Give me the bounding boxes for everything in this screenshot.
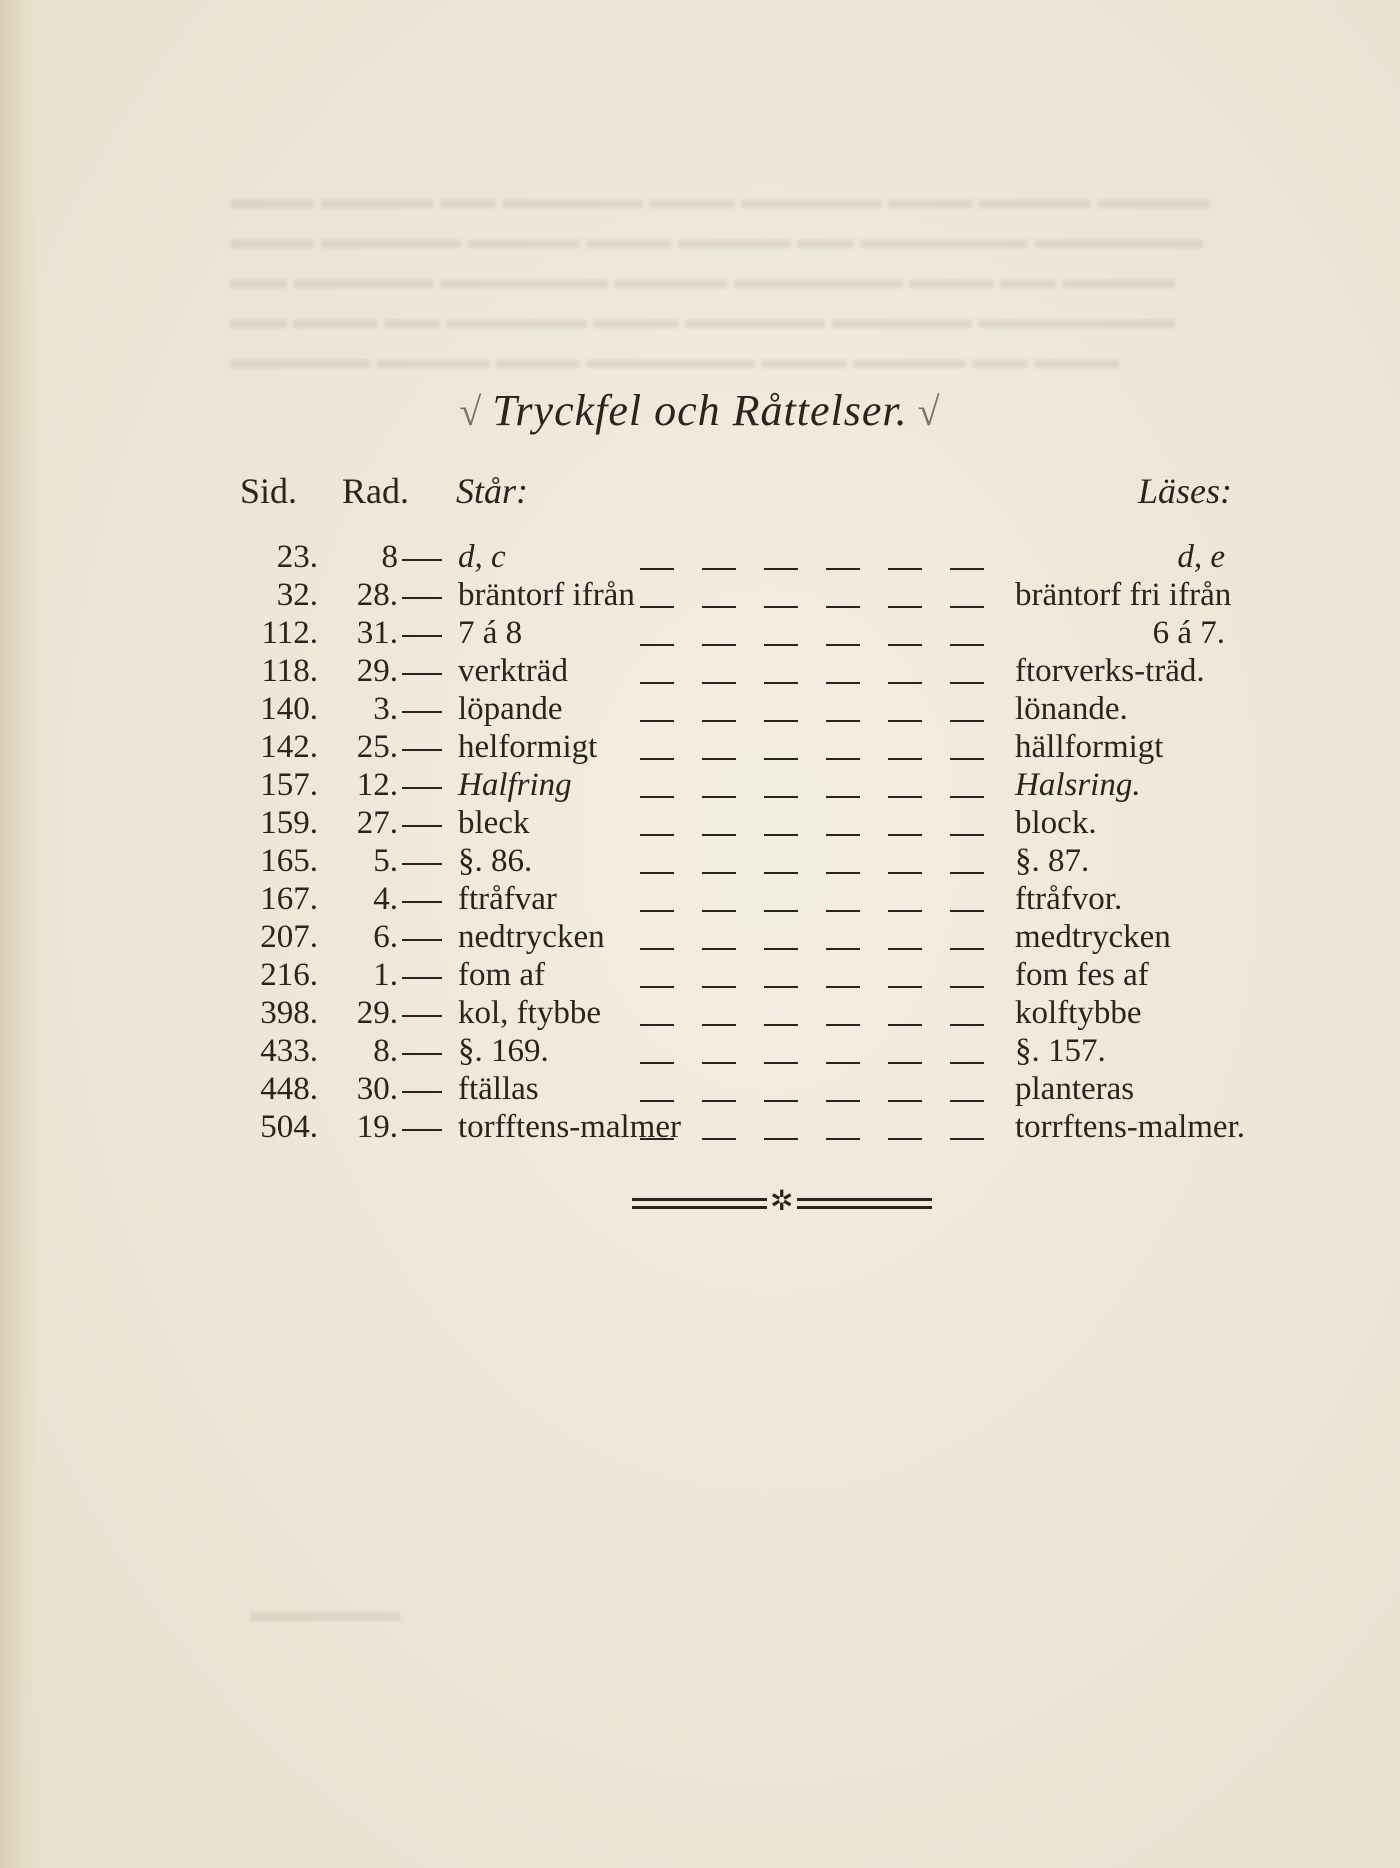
errata-line-number: 6. — [373, 919, 398, 955]
errata-correction-text: §. 157. — [1015, 1033, 1106, 1069]
errata-page-number: 112. — [261, 615, 318, 651]
errata-original-text: löpande — [458, 691, 563, 727]
errata-separator-dash — [402, 538, 442, 576]
errata-leader-dashes — [640, 994, 985, 1032]
errata-page-number: 32. — [276, 577, 318, 613]
errata-leader-dashes — [640, 614, 985, 652]
page-title — [0, 385, 1400, 436]
errata-page-number: 504. — [260, 1109, 318, 1145]
errata-row — [0, 1070, 1400, 1108]
ornament-divider — [632, 1186, 932, 1220]
errata-correction-text: hällformigt — [1015, 729, 1164, 765]
errata-original-text: kol, ftybbe — [458, 995, 601, 1031]
errata-separator-dash — [402, 994, 442, 1032]
errata-line-number: 8 — [381, 539, 398, 575]
errata-row — [0, 690, 1400, 728]
errata-row — [0, 766, 1400, 804]
errata-separator-dash — [402, 842, 442, 880]
errata-correction-text: d, e — [1177, 539, 1225, 575]
errata-correction-text: Halsring. — [1015, 767, 1141, 803]
errata-page-number: 216. — [260, 957, 318, 993]
bleed-through-text: ▬▬▬ ▬▬▬▬ ▬▬ ▬▬▬▬▬ ▬▬▬ ▬▬▬▬▬ ▬▬▬ ▬▬▬▬ ▬▬▬▬ ▬▬▬ ▬▬▬▬▬ ▬▬▬▬ ▬▬▬ ▬▬▬▬ ▬▬ ▬▬▬▬▬▬ ▬▬▬▬▬▬ ▬▬ ▬▬▬▬▬ ▬▬▬▬▬▬ ▬▬▬▬ ▬▬▬▬▬▬ ▬▬▬ ▬▬ ▬▬▬▬ ▬▬ ▬▬▬ ▬▬ ▬▬▬▬▬ ▬▬▬ ▬▬▬▬▬ ▬▬▬▬▬ ▬▬▬▬▬▬▬ ▬▬▬▬▬ ▬▬▬▬ ▬▬▬ ▬▬▬▬▬▬ ▬▬▬ ▬▬▬▬ ▬▬ ▬▬▬ — [230, 184, 1210, 375]
errata-leader-dashes — [640, 652, 985, 690]
errata-row — [0, 956, 1400, 994]
errata-page-number: 165. — [260, 843, 318, 879]
errata-separator-dash — [402, 1032, 442, 1070]
errata-original-text: §. 169. — [458, 1033, 549, 1069]
errata-separator-dash — [402, 690, 442, 728]
errata-separator-dash — [402, 918, 442, 956]
errata-separator-dash — [402, 652, 442, 690]
errata-page-number: 23. — [276, 539, 318, 575]
header-sid: Sid. — [240, 471, 298, 511]
errata-separator-dash — [402, 1070, 442, 1108]
errata-leader-dashes — [640, 766, 985, 804]
errata-line-number: 29. — [356, 653, 398, 689]
errata-line-number: 5. — [373, 843, 398, 879]
errata-page-number: 398. — [260, 995, 318, 1031]
errata-row — [0, 1108, 1400, 1146]
errata-row — [0, 652, 1400, 690]
errata-original-text: fom af — [458, 957, 546, 993]
errata-page-number: 142. — [260, 729, 318, 765]
errata-leader-dashes — [640, 728, 985, 766]
errata-separator-dash — [402, 880, 442, 918]
errata-page-number: 157. — [260, 767, 318, 803]
errata-separator-dash — [402, 1108, 442, 1146]
errata-line-number: 19. — [356, 1109, 398, 1145]
errata-correction-text: lönande. — [1015, 691, 1128, 727]
errata-line-number: 25. — [356, 729, 398, 765]
errata-page-number: 448. — [260, 1071, 318, 1107]
errata-line-number: 31. — [356, 615, 398, 651]
errata-row — [0, 576, 1400, 614]
errata-correction-text: planteras — [1015, 1071, 1135, 1107]
errata-original-text: §. 86. — [458, 843, 533, 879]
errata-row — [0, 538, 1400, 576]
header-lases: Läses: — [1138, 471, 1233, 511]
errata-correction-text: ftorverks-träd. — [1015, 653, 1205, 689]
errata-page-number: 140. — [260, 691, 318, 727]
errata-leader-dashes — [640, 918, 985, 956]
header-star: Står: — [456, 471, 528, 511]
header-rad: Rad. — [342, 471, 409, 511]
errata-row — [0, 728, 1400, 766]
errata-correction-text: ftråfvor. — [1015, 881, 1123, 917]
errata-correction-text: §. 87. — [1015, 843, 1090, 879]
errata-page-number: 433. — [260, 1033, 318, 1069]
errata-leader-dashes — [640, 1032, 985, 1070]
errata-leader-dashes — [640, 576, 985, 614]
errata-page-number: 167. — [260, 881, 318, 917]
errata-row — [0, 1032, 1400, 1070]
errata-original-text: verkträd — [458, 653, 568, 689]
errata-line-number: 3. — [373, 691, 398, 727]
errata-separator-dash — [402, 576, 442, 614]
errata-original-text: torfftens-malmer — [458, 1109, 681, 1145]
errata-original-text: ftällas — [458, 1071, 539, 1107]
errata-original-text: Halfring — [458, 767, 572, 803]
errata-line-number: 4. — [373, 881, 398, 917]
errata-row — [0, 918, 1400, 956]
errata-page-number: 118. — [261, 653, 318, 689]
errata-table — [0, 538, 1400, 1146]
errata-line-number: 1. — [373, 957, 398, 993]
errata-original-text: nedtrycken — [458, 919, 605, 955]
errata-row — [0, 614, 1400, 652]
check-mark-icon: √ — [917, 389, 941, 434]
errata-separator-dash — [402, 804, 442, 842]
errata-separator-dash — [402, 956, 442, 994]
errata-row — [0, 804, 1400, 842]
errata-separator-dash — [402, 766, 442, 804]
check-mark-icon: √ — [459, 389, 483, 434]
errata-separator-dash — [402, 728, 442, 766]
errata-leader-dashes — [640, 1108, 985, 1146]
errata-line-number: 12. — [356, 767, 398, 803]
errata-leader-dashes — [640, 1070, 985, 1108]
errata-line-number: 30. — [356, 1071, 398, 1107]
errata-leader-dashes — [640, 956, 985, 994]
errata-correction-text: 6 á 7. — [1152, 615, 1225, 651]
star-ornament-icon: ✲ — [770, 1186, 794, 1217]
errata-row — [0, 880, 1400, 918]
errata-correction-text: block. — [1015, 805, 1097, 841]
errata-line-number: 8. — [373, 1033, 398, 1069]
errata-correction-text: bräntorf fri ifrån — [1015, 577, 1232, 613]
errata-correction-text: fom fes af — [1015, 957, 1149, 993]
page-title-text: Tryckfel och Råttelser. — [492, 386, 908, 435]
errata-original-text: 7 á 8 — [458, 615, 523, 651]
errata-original-text: ftråfvar — [458, 881, 557, 917]
errata-correction-text: medtrycken — [1015, 919, 1171, 955]
errata-leader-dashes — [640, 538, 985, 576]
errata-original-text: bräntorf ifrån — [458, 577, 635, 613]
errata-separator-dash — [402, 614, 442, 652]
errata-line-number: 27. — [356, 805, 398, 841]
errata-correction-text: torrftens-malmer. — [1015, 1109, 1246, 1145]
errata-correction-text: kolftybbe — [1015, 995, 1142, 1031]
errata-leader-dashes — [640, 842, 985, 880]
errata-original-text: d, c — [458, 539, 506, 575]
errata-row — [0, 842, 1400, 880]
errata-line-number: 29. — [356, 995, 398, 1031]
errata-original-text: helformigt — [458, 729, 598, 765]
errata-page-number: 159. — [260, 805, 318, 841]
errata-line-number: 28. — [356, 577, 398, 613]
errata-leader-dashes — [640, 880, 985, 918]
errata-row — [0, 994, 1400, 1032]
errata-page-number: 207. — [260, 919, 318, 955]
errata-leader-dashes — [640, 690, 985, 728]
errata-leader-dashes — [640, 804, 985, 842]
errata-original-text: bleck — [458, 805, 530, 841]
bleed-through-catchword: ▬▬▬▬▬ — [250, 1595, 400, 1628]
